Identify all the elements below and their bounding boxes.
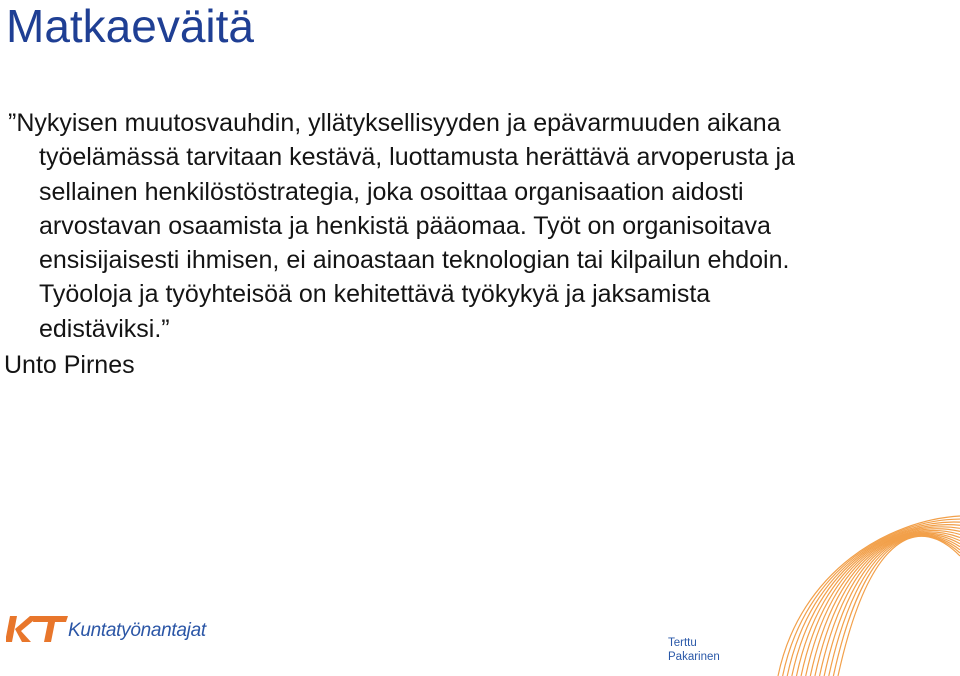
quote-line: sellainen henkilöstöstrategia, joka osoittaa organisaation aidosti (39, 177, 744, 206)
presenter-last-name: Pakarinen (668, 651, 720, 663)
quote-line: edistäviksi.” (39, 314, 170, 343)
quote-line: työelämässä tarvitaan kestävä, luottamusta herättävä arvoperusta ja (39, 143, 795, 172)
slide-title: Matkaeväitä (6, 0, 255, 52)
quote-author: Unto Pirnes (4, 351, 135, 379)
presenter-name (668, 636, 720, 664)
quote-line: arvostavan osaamista ja henkistä pääomaa. Työt on organisoitava (39, 211, 771, 240)
kt-logo-icon (6, 610, 68, 648)
decorative-curve (783, 519, 960, 676)
quote-line: ”Nykyisen muutosvauhdin, yllätyksellisyyden ja epävarmuuden aikana (8, 109, 781, 137)
decorative-curve (778, 516, 960, 676)
decorative-curve (787, 522, 960, 676)
decorative-curve (829, 535, 960, 676)
decorative-curves (770, 510, 960, 676)
quote-line: Työoloja ja työyhteisöä on kehitettävä työkykyä ja jaksamista (39, 280, 711, 309)
decorative-curve (820, 534, 960, 676)
kuntatyonantajat-logo (6, 606, 266, 652)
quote-text (8, 106, 938, 346)
presenter-first-name: Terttu (668, 637, 697, 649)
quote-line: ensisijaisesti ihmisen, ei ainoastaan teknologian tai kilpailun ehdoin. (39, 246, 790, 275)
logo-text: Kuntatyönantajat (68, 620, 206, 641)
decorative-curve (824, 535, 960, 676)
